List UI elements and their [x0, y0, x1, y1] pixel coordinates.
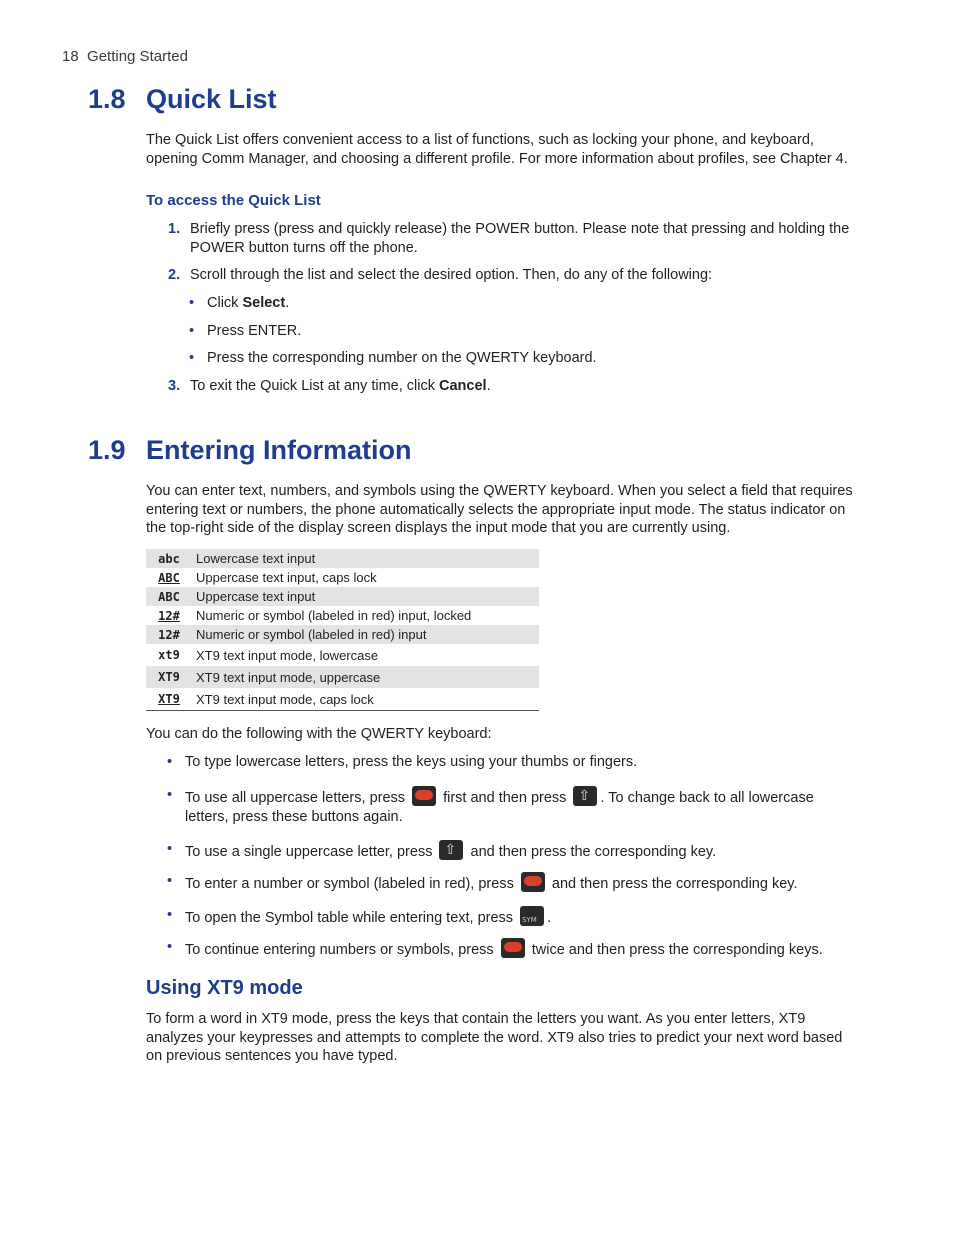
shift-key-icon [439, 840, 463, 860]
table-row: abc Lowercase text input [146, 549, 539, 568]
table-row: xt9 XT9 text input mode, lowercase [146, 644, 539, 666]
input-mode-icon: XT9 [146, 666, 192, 688]
sym-key-icon [520, 906, 544, 926]
input-mode-icon: XT9 [158, 692, 180, 706]
option-item: • Press the corresponding number on the QWERTY keyboard. [189, 350, 597, 366]
input-mode-icon: 12# [146, 625, 192, 644]
table-row: ABC Uppercase text input [146, 587, 539, 606]
keyboard-intro: You can do the following with the QWERTY keyboard: [146, 726, 492, 742]
section-number: 1.9 [88, 435, 126, 465]
table-row: ABC Uppercase text input, caps lock [146, 568, 539, 587]
table-row: 12# Numeric or symbol (labeled in red) input [146, 625, 539, 644]
quick-list-intro: The Quick List offers convenient access to a list of functions, such as locking your phone, and keyboard, opening Comm Manager, and choosing a different profile. For more information about profiles, see Chapter 4. [146, 132, 848, 167]
keyboard-tip: • To enter a number or symbol (labeled in red), press and then press the corresponding key. [167, 873, 798, 892]
section-title: Entering Information [146, 435, 412, 465]
step-item: 2. Scroll through the list and select the desired option. Then, do any of the following: [168, 267, 713, 283]
step-item: 1. Briefly press (press and quickly release) the POWER button. Please note that pressing and holding the POWER button turns off the phone. [168, 221, 850, 256]
entering-info-intro: You can enter text, numbers, and symbols using the QWERTY keyboard. When you select a field that requires entering text or numbers, the phone automatically selects the appropriate input mode. The status indicator on the top-right side of the display screen displays the input mode that you are currently using. [146, 483, 853, 536]
fn-key-icon [521, 872, 545, 892]
option-item: • Press ENTER. [189, 323, 302, 339]
keyboard-tip: • To open the Symbol table while entering text, press SYM. [167, 906, 847, 928]
keyboard-tip: • To use a single uppercase letter, press ⇧ and then press the corresponding key. [167, 840, 847, 862]
section-number: 1.8 [88, 84, 126, 114]
fn-key-icon [501, 938, 525, 958]
input-mode-icon: ABC [146, 587, 192, 606]
section-heading-entering-information [88, 435, 412, 466]
header-section: Getting Started [87, 48, 188, 65]
input-mode-icon: xt9 [158, 648, 180, 662]
keyboard-tip: • To use all uppercase letters, press first and then press ⇧. To change back to all lowercase letters, press these buttons again. [167, 786, 847, 827]
table-row: XT9 XT9 text input mode, uppercase [146, 666, 539, 688]
input-mode-icon: ABC [158, 570, 180, 585]
xt9-paragraph: To form a word in XT9 mode, press the keys that contain the letters you want. As you enter letters, XT9 analyzes your keypresses and attempts to complete the word. XT9 also tries to predict your next word based on previous sentences you have typed. [146, 1011, 843, 1064]
fn-key-icon [412, 786, 436, 806]
running-header [62, 48, 188, 65]
section-heading-quick-list [88, 84, 277, 115]
page-number: 18 [62, 48, 79, 65]
section-title: Quick List [146, 84, 277, 114]
subheading-using-xt9: Using XT9 mode [146, 977, 303, 999]
shift-key-icon [573, 786, 597, 806]
subheading-access-quick-list: To access the Quick List [146, 192, 321, 209]
keyboard-tip: • To continue entering numbers or symbols, press twice and then press the corresponding keys. [167, 939, 823, 958]
input-mode-icon: abc [146, 549, 192, 568]
option-item: • Click Select. [189, 295, 290, 311]
input-mode-table [146, 549, 539, 711]
keyboard-tip: • To type lowercase letters, press the keys using your thumbs or fingers. [167, 754, 638, 770]
input-mode-icon: 12# [158, 608, 180, 623]
table-row: 12# Numeric or symbol (labeled in red) input, locked [146, 606, 539, 625]
step-item: 3. To exit the Quick List at any time, click Cancel. [168, 378, 491, 394]
table-row: XT9 XT9 text input mode, caps lock [146, 688, 539, 711]
